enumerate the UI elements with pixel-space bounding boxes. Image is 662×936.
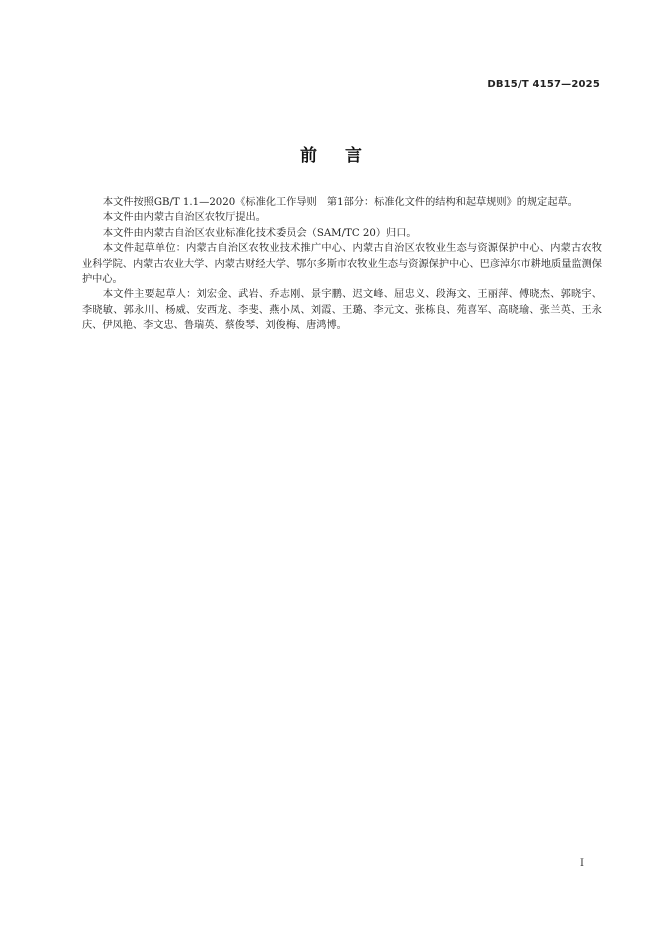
paragraph-committee: 本文件由内蒙古自治区农业标准化技术委员会（SAM/TC 20）归口。 <box>102 227 417 239</box>
paragraph-drafting-basis: 本文件按照GB/T 1.1—2020《标准化工作导则 第1部分：标准化文件的结构和起草规则》的规定起草。 <box>102 197 578 208</box>
standard-code: DB15/T 4157—2025 <box>487 79 600 90</box>
paragraph-drafters: 本文件主要起草人：刘宏金、武岩、乔志刚、景宇鹏、迟文峰、屈忠义、段海文、王丽萍、傅晓杰、郭晓宇、李晓敏、郭永川、杨威、安西龙、李斐、燕小凤、刘霞、王璐、李元文、张栋良、苑喜军、高晓瑜、张兰英、王永庆、伊凤艳、李文忠、鲁瑞英、蔡俊琴、刘俊梅、唐鸿博。 <box>82 289 602 332</box>
title-char-2: 言 <box>345 146 362 166</box>
foreword-body <box>82 195 602 334</box>
page-number: I <box>580 858 584 869</box>
title-char-1: 前 <box>300 146 317 166</box>
paragraph-proposer: 本文件由内蒙古自治区农牧厅提出。 <box>102 212 266 224</box>
paragraph-drafting-units: 本文件起草单位：内蒙古自治区农牧业技术推广中心、内蒙古自治区农牧业生态与资源保护中心、内蒙古农牧业科学院、内蒙古农业大学、内蒙古财经大学、鄂尔多斯市农牧业生态与资源保护中心、巴彦淖尔市耕地质量监测保护中心。 <box>82 243 602 286</box>
page-title <box>0 141 662 166</box>
